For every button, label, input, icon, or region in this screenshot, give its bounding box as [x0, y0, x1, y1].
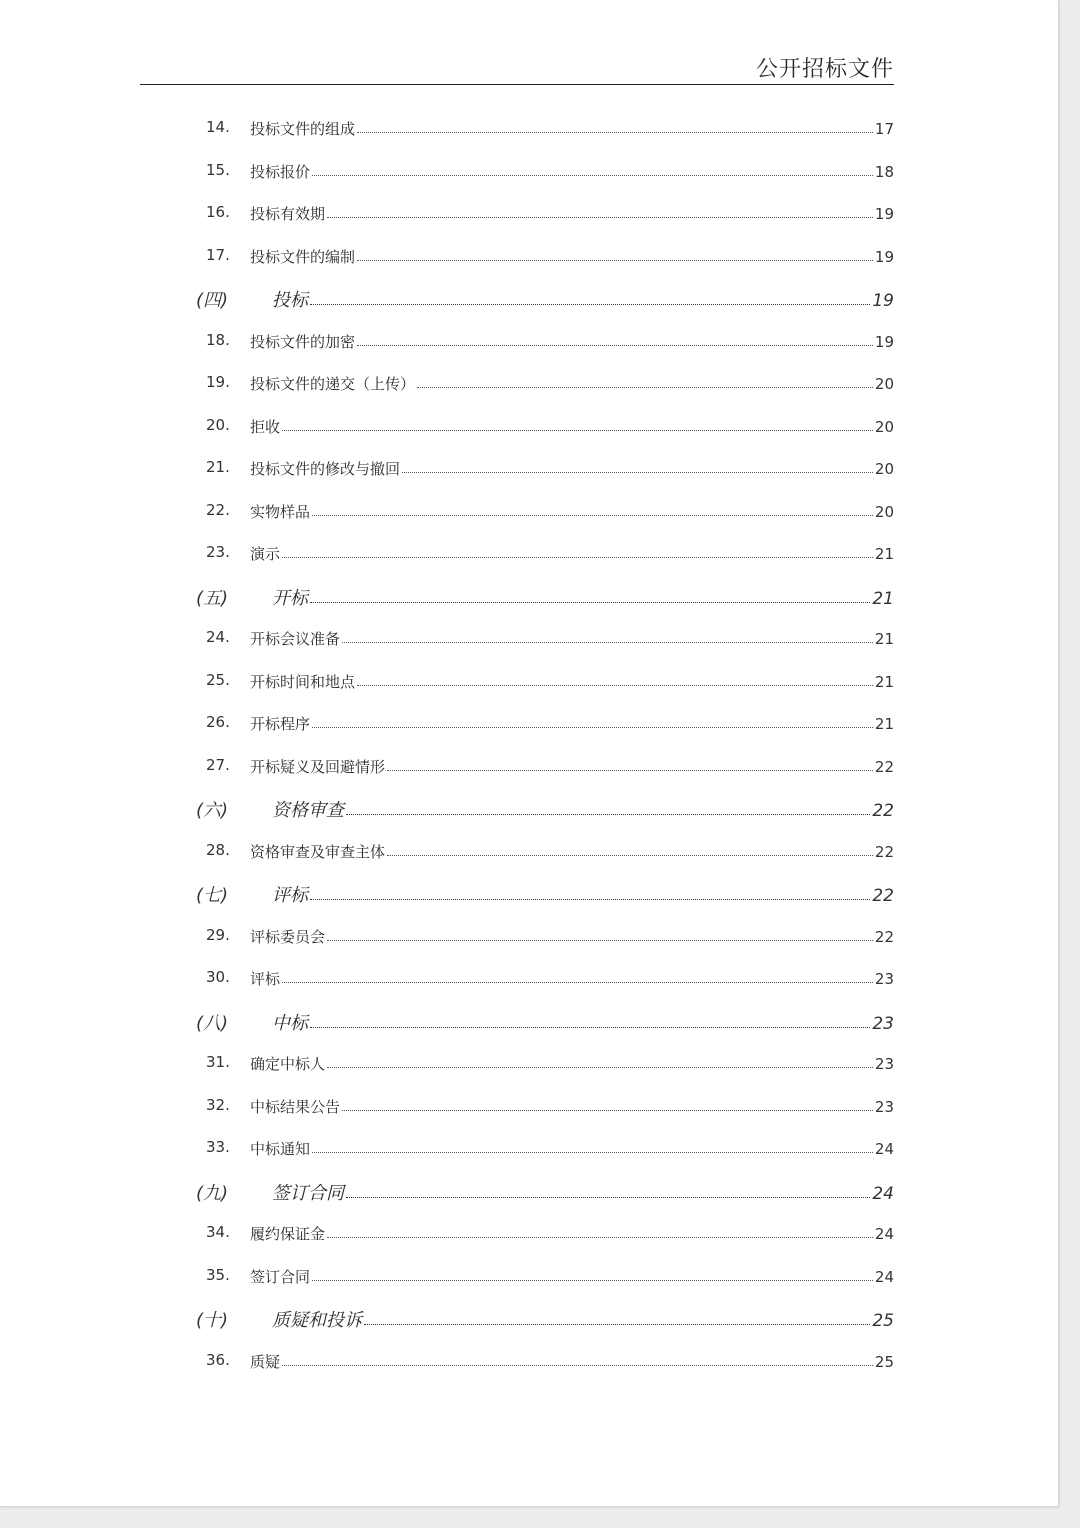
- dot-leader: [357, 667, 873, 686]
- dot-leader: [342, 1092, 873, 1111]
- dot-leader: [312, 497, 873, 516]
- toc-entry-page-number: 21: [874, 715, 894, 733]
- toc-entry-title: 评标: [272, 885, 308, 906]
- toc-entry-title: 评标委员会: [250, 928, 326, 946]
- toc-entry[interactable]: [0, 1092, 1058, 1122]
- toc-entry-page-number: 19: [872, 291, 894, 311]
- toc-entry-number: 18.: [206, 331, 230, 349]
- toc-entry-number: (十): [196, 1310, 229, 1331]
- toc-entry-number: 31.: [206, 1053, 230, 1071]
- header-title: 公开招标文件: [755, 57, 894, 82]
- toc-entry-line: [250, 327, 894, 357]
- toc-entry-line: [272, 284, 894, 314]
- toc-entry-number: (九): [196, 1183, 229, 1204]
- toc-entry-title: 签订合同: [250, 1268, 311, 1286]
- toc-entry-line: [272, 1304, 894, 1334]
- toc-section[interactable]: [0, 582, 1058, 612]
- toc-entry-title: 签订合同: [272, 1183, 344, 1204]
- dot-leader: [346, 1177, 870, 1198]
- toc-entry[interactable]: [0, 242, 1058, 272]
- toc-entry-page-number: 21: [874, 630, 894, 648]
- toc-entry-number: 15.: [206, 161, 230, 179]
- toc-entry-number: (六): [196, 800, 229, 821]
- dot-leader: [327, 922, 873, 941]
- toc-entry-line: [250, 709, 894, 739]
- toc-entry-title: 开标会议准备: [250, 630, 341, 648]
- dot-leader: [310, 284, 870, 305]
- toc-entry-number: 17.: [206, 246, 230, 264]
- toc-entry-title: 开标: [272, 588, 308, 609]
- toc-entry-line: [250, 667, 894, 697]
- toc-entry-line: [250, 1347, 894, 1377]
- toc-entry-line: [250, 114, 894, 144]
- toc-entry-number: (四): [196, 290, 229, 311]
- toc-entry-page-number: 21: [874, 545, 894, 563]
- toc-entry-title: 投标报价: [250, 163, 311, 181]
- toc-entry-page-number: 23: [874, 1055, 894, 1073]
- toc-entry-page-number: 22: [872, 886, 894, 906]
- toc-entry-line: [250, 922, 894, 952]
- toc-entry[interactable]: [0, 1134, 1058, 1164]
- toc-entry-title: 投标文件的加密: [250, 333, 356, 351]
- toc-entry-title: 投标文件的递交（上传）: [250, 375, 416, 393]
- toc-entry[interactable]: [0, 1219, 1058, 1249]
- toc-entry-number: 29.: [206, 926, 230, 944]
- toc-entry-number: 33.: [206, 1138, 230, 1156]
- dot-leader: [387, 837, 873, 856]
- toc-entry[interactable]: [0, 922, 1058, 952]
- toc-entry-page-number: 22: [872, 801, 894, 821]
- toc-entry-title: 投标有效期: [250, 205, 326, 223]
- toc-entry-page-number: 20: [874, 375, 894, 393]
- dot-leader: [327, 1049, 873, 1068]
- toc-entry-line: [250, 1262, 894, 1292]
- toc-entry-title: 开标时间和地点: [250, 673, 356, 691]
- toc-entry-number: (七): [196, 885, 229, 906]
- toc-entry[interactable]: [0, 1049, 1058, 1079]
- dot-leader: [312, 1262, 873, 1281]
- toc-entry-title: 投标文件的修改与撤回: [250, 460, 401, 478]
- toc-entry-number: 34.: [206, 1223, 230, 1241]
- toc-entry-page-number: 21: [874, 673, 894, 691]
- toc-entry[interactable]: [0, 624, 1058, 654]
- toc-entry[interactable]: [0, 539, 1058, 569]
- dot-leader: [357, 114, 873, 133]
- toc-entry-number: 36.: [206, 1351, 230, 1369]
- toc-entry-line: [250, 242, 894, 272]
- toc-entry-number: 22.: [206, 501, 230, 519]
- toc-entry-line: [250, 964, 894, 994]
- toc-entry-line: [272, 879, 894, 909]
- toc-entry-page-number: 22: [874, 928, 894, 946]
- toc-entry-page-number: 24: [874, 1225, 894, 1243]
- toc-entry-page-number: 18: [874, 163, 894, 181]
- toc-entry[interactable]: [0, 327, 1058, 357]
- toc-entry-title: 拒收: [250, 418, 281, 436]
- toc-entry-page-number: 20: [874, 503, 894, 521]
- toc-entry-line: [272, 582, 894, 612]
- dot-leader: [342, 624, 873, 643]
- toc-entry-page-number: 17: [874, 120, 894, 138]
- toc-entry[interactable]: [0, 964, 1058, 994]
- toc-entry-page-number: 23: [874, 1098, 894, 1116]
- dot-leader: [357, 242, 873, 261]
- toc-entry[interactable]: [0, 497, 1058, 527]
- toc-entry-line: [250, 412, 894, 442]
- dot-leader: [282, 539, 873, 558]
- toc-entry-page-number: 20: [874, 418, 894, 436]
- dot-leader: [357, 327, 873, 346]
- toc-entry-number: 19.: [206, 373, 230, 391]
- toc-entry-line: [250, 1134, 894, 1164]
- toc-entry-number: 28.: [206, 841, 230, 859]
- toc-entry-number: 26.: [206, 713, 230, 731]
- toc-entry[interactable]: [0, 1262, 1058, 1292]
- toc-entry-title: 中标结果公告: [250, 1098, 341, 1116]
- toc-entry-number: 21.: [206, 458, 230, 476]
- toc-entry-page-number: 19: [874, 333, 894, 351]
- toc-entry-page-number: 23: [872, 1014, 894, 1034]
- toc-entry-page-number: 19: [874, 248, 894, 266]
- dot-leader: [282, 412, 873, 431]
- dot-leader: [310, 582, 870, 603]
- toc-entry-title: 质疑和投诉: [272, 1310, 362, 1331]
- toc-entry[interactable]: [0, 199, 1058, 229]
- toc-entry-line: [250, 157, 894, 187]
- dot-leader: [282, 1347, 873, 1366]
- toc-entry-page-number: 21: [872, 589, 894, 609]
- toc-entry-number: 16.: [206, 203, 230, 221]
- toc-entry-page-number: 24: [874, 1140, 894, 1158]
- toc-entry-number: 20.: [206, 416, 230, 434]
- toc-entry-page-number: 19: [874, 205, 894, 223]
- toc-entry-title: 投标: [272, 290, 308, 311]
- toc-entry-page-number: 20: [874, 460, 894, 478]
- toc-entry-number: (八): [196, 1013, 229, 1034]
- toc-entry-title: 评标: [250, 970, 281, 988]
- toc-entry[interactable]: [0, 412, 1058, 442]
- toc-entry-title: 资格审查及审查主体: [250, 843, 386, 861]
- dot-leader: [312, 157, 873, 176]
- toc-entry-title: 履约保证金: [250, 1225, 326, 1243]
- toc-entry-title: 资格审查: [272, 800, 344, 821]
- toc-entry-number: 14.: [206, 118, 230, 136]
- toc-section[interactable]: [0, 879, 1058, 909]
- toc-entry-title: 中标: [272, 1013, 308, 1034]
- dot-leader: [310, 1007, 870, 1028]
- toc-section[interactable]: [0, 1007, 1058, 1037]
- toc-entry-number: 27.: [206, 756, 230, 774]
- toc-entry-line: [250, 454, 894, 484]
- toc-entry-page-number: 25: [872, 1311, 894, 1331]
- toc-entry[interactable]: [0, 752, 1058, 782]
- dot-leader: [312, 709, 873, 728]
- toc-entry[interactable]: [0, 114, 1058, 144]
- toc-entry-title: 确定中标人: [250, 1055, 326, 1073]
- toc-section[interactable]: [0, 1177, 1058, 1207]
- dot-leader: [346, 794, 870, 815]
- toc-entry-title: 实物样品: [250, 503, 311, 521]
- toc-entry-title: 投标文件的编制: [250, 248, 356, 266]
- toc-entry[interactable]: [0, 1347, 1058, 1377]
- toc-entry-number: 32.: [206, 1096, 230, 1114]
- dot-leader: [364, 1304, 870, 1325]
- toc-entry-line: [250, 837, 894, 867]
- toc-entry-line: [250, 199, 894, 229]
- toc-entry[interactable]: [0, 454, 1058, 484]
- toc-entry-line: [250, 497, 894, 527]
- toc-section[interactable]: [0, 284, 1058, 314]
- toc-entry-title: 演示: [250, 545, 281, 563]
- toc-entry-page-number: 24: [874, 1268, 894, 1286]
- toc-entry-number: (五): [196, 588, 229, 609]
- toc-entry-line: [250, 369, 894, 399]
- toc-entry-number: 35.: [206, 1266, 230, 1284]
- toc-entry-line: [250, 539, 894, 569]
- toc-entry-page-number: 24: [872, 1184, 894, 1204]
- dot-leader: [327, 199, 873, 218]
- toc-entry-page-number: 25: [874, 1353, 894, 1371]
- toc-entry-line: [250, 752, 894, 782]
- dot-leader: [312, 1134, 873, 1153]
- toc-entry-line: [272, 1007, 894, 1037]
- toc-entry-number: 24.: [206, 628, 230, 646]
- dot-leader: [387, 752, 873, 771]
- toc-entry[interactable]: [0, 837, 1058, 867]
- toc-entry-line: [250, 624, 894, 654]
- dot-leader: [327, 1219, 873, 1238]
- toc-entry-page-number: 22: [874, 758, 894, 776]
- toc-entry-number: 23.: [206, 543, 230, 561]
- toc-entry-number: 30.: [206, 968, 230, 986]
- toc-entry-line: [272, 1177, 894, 1207]
- toc-entry[interactable]: [0, 369, 1058, 399]
- toc-entry-line: [250, 1219, 894, 1249]
- toc-entry-title: 开标疑义及回避情形: [250, 758, 386, 776]
- toc-entry-title: 开标程序: [250, 715, 311, 733]
- toc-section[interactable]: [0, 1304, 1058, 1334]
- toc-entry-title: 投标文件的组成: [250, 120, 356, 138]
- dot-leader: [310, 879, 870, 900]
- toc-entry[interactable]: [0, 709, 1058, 739]
- dot-leader: [402, 454, 873, 473]
- toc-entry-number: 25.: [206, 671, 230, 689]
- dot-leader: [282, 964, 873, 983]
- toc-entry-page-number: 22: [874, 843, 894, 861]
- toc-entry-line: [250, 1049, 894, 1079]
- toc-section[interactable]: [0, 794, 1058, 824]
- toc-entry[interactable]: [0, 667, 1058, 697]
- header-rule: [140, 84, 894, 85]
- toc-entry-page-number: 23: [874, 970, 894, 988]
- toc-entry-line: [250, 1092, 894, 1122]
- toc-entry-title: 中标通知: [250, 1140, 311, 1158]
- toc-entry[interactable]: [0, 157, 1058, 187]
- toc-entry-title: 质疑: [250, 1353, 281, 1371]
- dot-leader: [417, 369, 873, 388]
- toc-entry-line: [272, 794, 894, 824]
